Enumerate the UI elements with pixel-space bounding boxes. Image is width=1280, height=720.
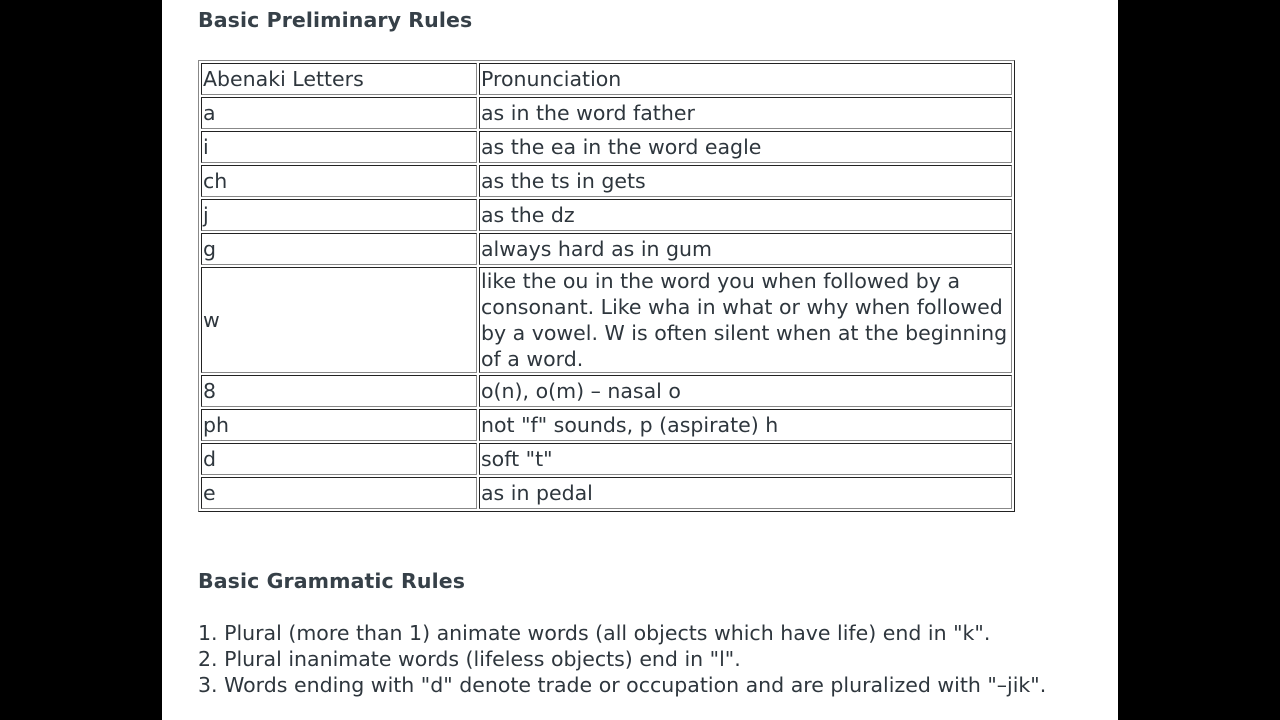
pronunciation-cell: like the ou in the word you when followed by a consonant. Like wha in what or why when followed by a vowel. W is often silent when at the beginning of a word. [479,267,1012,373]
pronunciation-cell: soft "t" [479,443,1012,475]
pronunciation-cell: as the ts in gets [479,165,1012,197]
table-row [201,477,1012,509]
table-row [201,267,1012,373]
list-item: 1. Plural (more than 1) animate words (all objects which have life) end in "k". [198,621,991,645]
pronunciation-cell: as in the word father [479,97,1012,129]
document-page [162,0,1118,720]
pronunciation-cell: always hard as in gum [479,233,1012,265]
section-title-grammatic: Basic Grammatic Rules [198,569,466,593]
table-row [201,375,1012,407]
table-row [201,97,1012,129]
column-header-letters: Abenaki Letters [201,63,477,95]
table-row [201,199,1012,231]
letter-cell: ch [201,165,477,197]
pronunciation-table [198,60,1015,512]
letter-cell: j [201,199,477,231]
table-header-row [201,63,1012,95]
letter-cell: ph [201,409,477,441]
pronunciation-cell: as in pedal [479,477,1012,509]
table-row [201,165,1012,197]
letter-cell: e [201,477,477,509]
letter-cell: a [201,97,477,129]
list-item: 3. Words ending with "d" denote trade or occupation and are pluralized with "–jik". [198,673,1047,697]
grammar-rules-list [198,620,1046,698]
letter-cell: 8 [201,375,477,407]
table-row [201,409,1012,441]
table-row [201,443,1012,475]
letter-cell: g [201,233,477,265]
letter-cell: i [201,131,477,163]
pronunciation-cell: o(n), o(m) – nasal o [479,375,1012,407]
pronunciation-cell: as the dz [479,199,1012,231]
column-header-pronunciation: Pronunciation [479,63,1012,95]
section-title-preliminary: Basic Preliminary Rules [198,8,473,32]
list-item: 2. Plural inanimate words (lifeless objects) end in "l". [198,647,741,671]
table-row [201,233,1012,265]
pronunciation-cell: not "f" sounds, p (aspirate) h [479,409,1012,441]
letter-cell: d [201,443,477,475]
pronunciation-cell: as the ea in the word eagle [479,131,1012,163]
table-row [201,131,1012,163]
letter-cell: w [201,267,477,373]
